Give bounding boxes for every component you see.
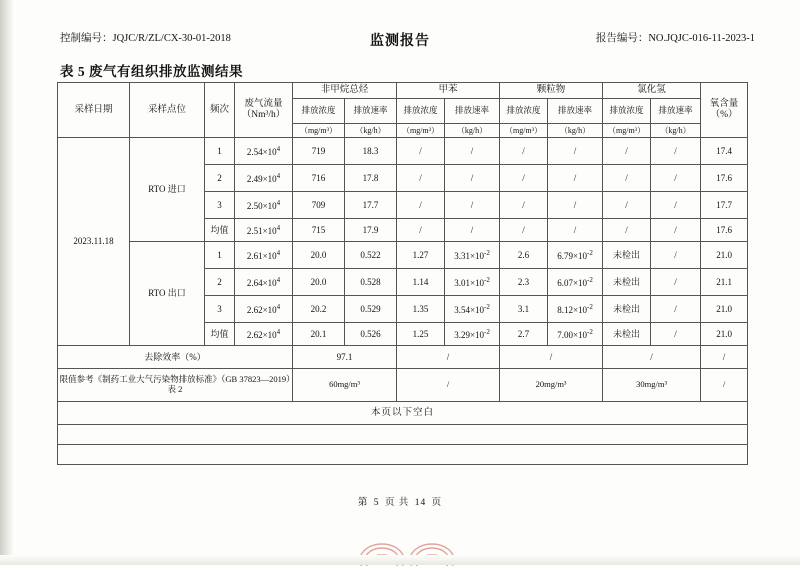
cell-toluene-rate [445,323,500,346]
cell-batch: 2 [205,165,235,192]
cell-nmhc-rate: 0.526 [345,323,397,346]
page-footer [0,494,800,508]
th-toluene-rate-unit: （kg/h） [445,124,500,138]
cell-particle-rate [548,296,603,323]
th-oxygen [701,83,748,138]
limit-hcl: 30mg/m³ [603,369,701,402]
th-particle-rate-unit: （kg/h） [548,124,603,138]
th-nmhc-conc-unit: （mg/m³） [293,124,345,138]
th-nmhc-rate: 排放速率 [345,99,397,124]
empty-row [58,425,748,445]
cell-particle-rate-exp: -2 [587,327,593,336]
th-hcl-conc: 排放浓度 [603,99,651,124]
cell-nmhc-conc: 20.0 [293,269,345,296]
page-edge-shadow-bottom [0,555,800,565]
cell-toluene-rate [445,242,500,269]
empty-row [58,445,748,465]
cell-flow-base: 2.50×10 [246,200,277,211]
cell-toluene-rate-exp: -2 [484,248,490,257]
cell-particle-conc: / [500,138,548,165]
cell-oxygen: 17.7 [701,192,748,219]
cell-nmhc-conc: 20.2 [293,296,345,323]
cell-toluene-rate-exp: -2 [484,327,490,336]
cell-toluene-conc: / [397,138,445,165]
cell-particle-rate-exp: -2 [587,275,593,284]
cell-particle-rate [548,242,603,269]
cell-toluene-rate: / [445,165,500,192]
cell-toluene-rate: / [445,219,500,242]
emission-results-table [57,82,748,465]
limit-reference-row [58,369,748,402]
efficiency-nmhc: 97.1 [293,346,397,369]
cell-flow-exp: 4 [276,327,281,336]
empty-cell [58,425,748,445]
cell-toluene-rate-base: 3.31×10 [454,250,485,261]
efficiency-particle: / [500,346,603,369]
cell-particle-rate: / [548,192,603,219]
cell-particle-conc: / [500,219,548,242]
cell-batch: 均值 [205,219,235,242]
cell-toluene-conc: / [397,192,445,219]
cell-hcl-rate: / [651,138,701,165]
footer-page-label-3: 页 [431,498,443,508]
cell-nmhc-conc: 716 [293,165,345,192]
control-number: 控制编号：JQJC/R/ZL/CX-30-01-2018 [60,33,231,44]
th-particle-conc: 排放浓度 [500,99,548,124]
cell-particle-conc: 2.6 [500,242,548,269]
cell-hcl-conc: / [603,165,651,192]
cell-toluene-conc: / [397,165,445,192]
th-particle-conc-unit: （mg/m³） [500,124,548,138]
report-number: 报告编号：NO.JQJC-016-11-2023-1 [595,33,755,44]
cell-toluene-rate [445,296,500,323]
cell-oxygen: 21.1 [701,269,748,296]
cell-particle-conc: 2.7 [500,323,548,346]
cell-hcl-conc: / [603,192,651,219]
cell-nmhc-conc: 20.0 [293,242,345,269]
cell-hcl-conc: / [603,138,651,165]
cell-flow [235,165,293,192]
footer-page-label-2: 页 共 [384,498,410,508]
cell-flow-exp: 4 [276,144,281,153]
cell-hcl-rate: / [651,192,701,219]
cell-toluene-conc: 1.35 [397,296,445,323]
limit-nmhc: 60mg/m³ [293,369,397,402]
cell-batch: 3 [205,192,235,219]
cell-flow-exp: 4 [276,171,281,180]
cell-nmhc-rate: 0.522 [345,242,397,269]
th-toluene-rate: 排放速率 [445,99,500,124]
cell-particle-rate-base: 6.07×10 [557,277,588,288]
cell-particle-rate: / [548,165,603,192]
cell-oxygen: 21.0 [701,296,748,323]
table-row [58,242,748,269]
cell-particle-rate-exp: -2 [587,302,593,311]
cell-batch: 2 [205,269,235,296]
cell-particle-conc: / [500,192,548,219]
cell-oxygen: 17.6 [701,219,748,242]
table-header-row-1 [58,83,748,99]
cell-batch: 1 [205,138,235,165]
cell-hcl-conc: 未检出 [603,242,651,269]
th-hcl-conc-unit: （mg/m³） [603,124,651,138]
removal-efficiency-row [58,346,748,369]
efficiency-label: 去除效率（%） [58,346,293,369]
cell-nmhc-conc: 20.1 [293,323,345,346]
cell-nmhc-rate: 0.528 [345,269,397,296]
th-toluene-conc-unit: （mg/m³） [397,124,445,138]
footer-page-total: 14 [414,498,427,508]
cell-particle-rate: / [548,138,603,165]
cell-hcl-conc: 未检出 [603,323,651,346]
cell-toluene-rate [445,269,500,296]
cell-particle-rate-base: 8.12×10 [557,304,588,315]
cell-toluene-conc: 1.27 [397,242,445,269]
th-hcl-rate-unit: （kg/h） [651,124,701,138]
th-batch: 频次 [205,83,235,138]
cell-flow-exp: 4 [276,198,281,207]
cell-hcl-rate: / [651,219,701,242]
cell-nmhc-rate: 17.9 [345,219,397,242]
th-toluene-conc: 排放浓度 [397,99,445,124]
cell-toluene-rate-exp: -2 [484,302,490,311]
limit-oxygen: / [701,369,748,402]
efficiency-toluene: / [397,346,500,369]
cell-flow-base: 2.51×10 [246,225,277,236]
cell-hcl-conc: 未检出 [603,296,651,323]
cell-oxygen: 21.0 [701,242,748,269]
page-edge-shadow-left [0,0,14,565]
th-nmhc-rate-unit: （kg/h） [345,124,397,138]
th-hcl-rate: 排放速率 [651,99,701,124]
th-flow-line2: （Nm³/h） [241,110,286,120]
cell-toluene-conc: / [397,219,445,242]
th-point: 采样点位 [130,83,205,138]
limit-label: 限值参考《制药工业大气污染物排放标准》（GB 37823—2019）表 2 [58,369,293,402]
cell-hcl-rate: / [651,269,701,296]
cell-nmhc-conc: 715 [293,219,345,242]
cell-particle-conc: / [500,165,548,192]
cell-nmhc-rate: 17.8 [345,165,397,192]
cell-hcl-conc: / [603,219,651,242]
empty-cell [58,445,748,465]
cell-point-outlet: RTO 出口 [130,242,205,346]
cell-flow-base: 2.61×10 [246,250,277,261]
th-flow [235,83,293,138]
cell-toluene-rate-base: 3.01×10 [454,277,485,288]
cell-hcl-rate: / [651,165,701,192]
cell-particle-conc: 2.3 [500,269,548,296]
th-date: 采样日期 [58,83,130,138]
cell-particle-rate: / [548,219,603,242]
cell-nmhc-rate: 18.3 [345,138,397,165]
cell-toluene-conc: 1.25 [397,323,445,346]
cell-nmhc-rate: 17.7 [345,192,397,219]
cell-toluene-rate-base: 3.54×10 [454,304,485,315]
footer-page-current: 5 [373,498,380,508]
cell-particle-rate-base: 6.79×10 [557,250,588,261]
cell-flow [235,296,293,323]
report-title: 监测报告 [370,34,430,49]
th-particle: 颗粒物 [500,83,603,99]
th-particle-rate: 排放速率 [548,99,603,124]
cell-flow-base: 2.62×10 [246,304,277,315]
cell-particle-rate-base: 7.00×10 [557,329,588,340]
blank-note-label: 本页以下空白 [58,402,748,425]
cell-flow [235,269,293,296]
cell-oxygen: 21.0 [701,323,748,346]
cell-flow [235,192,293,219]
cell-hcl-conc: 未检出 [603,269,651,296]
cell-toluene-conc: 1.14 [397,269,445,296]
th-nmhc: 非甲烷总烃 [293,83,397,99]
cell-nmhc-rate: 0.529 [345,296,397,323]
table-row [58,138,748,165]
cell-hcl-rate: / [651,323,701,346]
cell-flow-exp: 4 [276,302,281,311]
cell-flow-exp: 4 [276,275,281,284]
cell-flow [235,242,293,269]
cell-flow-base: 2.64×10 [246,277,277,288]
table-caption: 表 5 废气有组织排放监测结果 [60,64,243,79]
th-flow-line1: 废气流量 [244,99,283,110]
cell-flow-exp: 4 [276,223,281,232]
cell-flow [235,219,293,242]
cell-point-inlet: RTO 进口 [130,138,205,242]
cell-particle-rate-exp: -2 [587,248,593,257]
efficiency-oxygen: / [701,346,748,369]
cell-batch: 1 [205,242,235,269]
cell-batch: 均值 [205,323,235,346]
th-hcl: 氯化氢 [603,83,701,99]
footer-page-label-1: 第 [357,498,369,508]
cell-particle-rate [548,269,603,296]
cell-flow [235,323,293,346]
cell-oxygen: 17.6 [701,165,748,192]
cell-flow-base: 2.62×10 [246,329,277,340]
cell-toluene-rate-exp: -2 [484,275,490,284]
page-header [0,30,800,50]
cell-toluene-rate-base: 3.29×10 [454,329,485,340]
th-toluene: 甲苯 [397,83,500,99]
cell-particle-rate [548,323,603,346]
cell-oxygen: 17.4 [701,138,748,165]
cell-flow [235,138,293,165]
cell-toluene-rate: / [445,138,500,165]
th-oxygen-line1: 氧含量 [709,99,739,110]
cell-flow-base: 2.49×10 [246,173,277,184]
cell-flow-base: 2.54×10 [246,146,277,157]
cell-hcl-rate: / [651,242,701,269]
blank-note-row [58,402,748,425]
cell-hcl-rate: / [651,296,701,323]
limit-toluene: / [397,369,500,402]
cell-flow-exp: 4 [276,248,281,257]
cell-particle-conc: 3.1 [500,296,548,323]
th-oxygen-line2: （%） [710,110,738,120]
cell-batch: 3 [205,296,235,323]
cell-date: 2023.11.18 [58,138,130,346]
cell-toluene-rate: / [445,192,500,219]
th-nmhc-conc: 排放浓度 [293,99,345,124]
efficiency-hcl: / [603,346,701,369]
limit-particle: 20mg/m³ [500,369,603,402]
cell-nmhc-conc: 709 [293,192,345,219]
cell-nmhc-conc: 719 [293,138,345,165]
